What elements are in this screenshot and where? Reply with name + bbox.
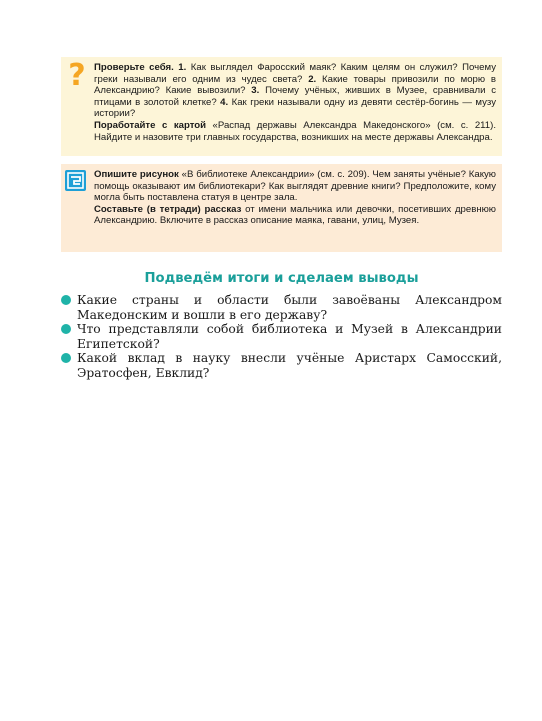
list-item <box>61 351 502 380</box>
question-number: 3. <box>251 85 260 97</box>
summary-list <box>61 293 502 381</box>
map-task-heading: Поработайте с картой <box>94 119 207 131</box>
self-check-text <box>94 62 496 120</box>
describe-picture-heading: Опишите рисунок <box>94 169 179 180</box>
bullet-icon <box>61 295 71 305</box>
summary-question: Что представляли собой библиотека и Музей в Александрии Египетской? <box>77 322 502 351</box>
question-number: 2. <box>308 73 317 85</box>
list-item <box>61 322 502 351</box>
story-task-text: от имени мальчика или девочки, посетивших древнюю Александрию. Включите в рассказ описание маяка, гавани, улиц, Музея. <box>94 203 497 227</box>
question-number: 4. <box>220 96 229 108</box>
story-task-heading: Составьте (в тетради) рассказ <box>94 203 242 215</box>
list-item <box>61 293 502 322</box>
bullet-icon <box>61 324 71 334</box>
question-text: Почему учёных, живших в Музее, сравнивали с птицами в золотой клетке? <box>94 85 497 108</box>
summary-question: Какие страны и области были завоёваны Александром Македонским и вошли в его державу? <box>77 293 502 322</box>
map-task-text: «Распад державы Александра Македонского» (см. с. 211). Найдите и назовите три главных государства, возникших на месте державы Александра. <box>94 119 496 143</box>
question-text: Какие товары привозили по морю в Александрию? Какие вывозили? <box>94 73 496 97</box>
map-task <box>94 120 496 143</box>
summary-question: Какой вклад в науку внесли учёные Аристарх Самосский, Эратосфен, Евклид? <box>77 351 502 380</box>
picture-task-box <box>61 164 502 252</box>
story-task <box>94 204 496 227</box>
describe-picture-text: «В библиотеке Александрии» (см. с. 209). Чем заняты учёные? Какую помощь оказывают им библиотекари? Как выглядят древние книги? Предположите, кому могла быть поставлена статуя в центре зала. <box>94 169 496 204</box>
self-check-heading: Проверьте себя. <box>94 62 174 73</box>
self-check-box <box>61 57 502 156</box>
question-number: 1. <box>178 62 187 73</box>
question-text: Как выглядел Фаросский маяк? Каким целям он служил? Почему греки называли его одним из чудес света? <box>94 62 496 85</box>
question-text: Как греки называли одну из девяти сестёр-богинь — музу истории? <box>94 96 496 120</box>
picture-task-icon <box>65 170 86 191</box>
bullet-icon <box>61 353 71 363</box>
question-mark-icon: ? <box>68 58 86 93</box>
describe-picture-task <box>94 169 496 204</box>
summary-title: Подведём итоги и сделаем выводы <box>144 271 419 286</box>
